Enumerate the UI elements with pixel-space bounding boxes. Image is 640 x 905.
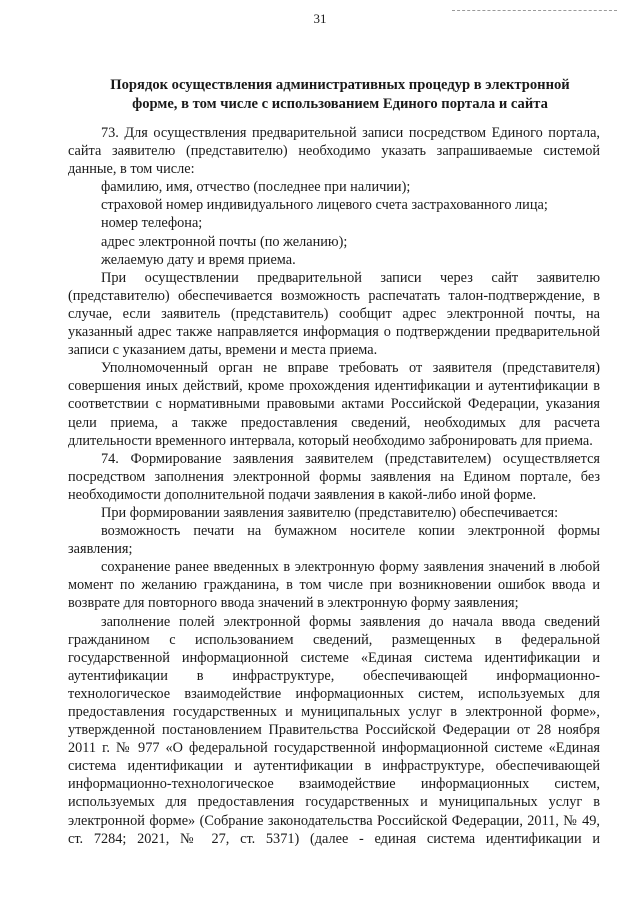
paragraph-73: 73. Для осуществления предварительной записи посредством Единого портала, сайта заявителю (представителю) необходимо указать запрашиваемые системой данные, в том числе: [68, 125, 600, 178]
paragraph-site-booking: При осуществлении предварительной записи через сайт заявителю (представителю) обеспечивается возможность распечатать талон-подтверждение, в случае, если заявитель (представитель) сообщит адрес электронной почты, на указанный адрес также направляется информация о подтверждении предварительной записи с указанием даты, времени и места приема. [68, 269, 600, 359]
paragraph-authority: Уполномоченный орган не вправе требовать от заявителя (представителя) совершения иных действий, кроме прохождения идентификации и аутентификации в соответствии с нормативными правовыми актами Российской Федерации, указания цели приема, а также предоставления сведений, необходимых для расчета длительности временного интервала, который необходимо забронировать для приема. [68, 360, 600, 449]
section-heading [70, 76, 610, 114]
list-item-name: фамилию, имя, отчество (последнее при наличии); [101, 179, 411, 196]
paragraph-fill: заполнение полей электронной формы заявления до начала ввода сведений гражданином с использованием сведений, размещенных в федеральной государственной информационной системе «Единая система идентификации и аутентификации в инфраструктуре, обеспечивающей информационно-технологическое взаимодействие информационных систем, используемых для предоставления государственных и муниципальных услуг в электронной форме», утвержденной постановлением Правительства Российской Федерации от 28 ноября 2011 г. № 977 «О федеральной государственной информационной системе «Единая система идентификации и аутентификации в инфраструктуре, обеспечивающей информационно-технологическое взаимодействие информационных систем, используемых для предоставления государственных и муниципальных услуг в электронной форме» (Собрание законодательства Российской Федерации, 2011, № 49, ст. 7284; 2021, № 27, ст. 5371) (далее - единая система идентификации и [68, 613, 600, 847]
paragraph-74: 74. Формирование заявления заявителем (представителем) осуществляется посредством заполнения электронной формы заявления на Едином портале, без необходимости дополнительной подачи заявления в какой-либо иной форме. [68, 450, 600, 503]
document-body [68, 124, 600, 848]
paragraph-save: сохранение ранее введенных в электронную форму заявления значений в любой момент по желанию гражданина, в том числе при возникновении ошибок ввода и возврате для повторного ввода значений в электронную форму заявления; [68, 559, 600, 612]
list-item-phone: номер телефона; [101, 215, 203, 232]
list-item-email: адрес электронной почты (по желанию); [101, 233, 348, 250]
heading-line-2: форме, в том числе с использованием Единого портала и сайта [132, 96, 548, 112]
paragraph-form-provision: При формировании заявления заявителю (представителю) обеспечивается: [101, 504, 559, 521]
list-item-snils: страховой номер индивидуального лицевого счета застрахованного лица; [101, 197, 548, 214]
page-number: 31 [313, 11, 327, 26]
list-item-date: желаемую дату и время приема. [101, 251, 296, 268]
heading-line-1: Порядок осуществления административных процедур в электронной [110, 77, 570, 93]
paragraph-print: возможность печати на бумажном носителе копии электронной формы заявления; [68, 523, 600, 558]
